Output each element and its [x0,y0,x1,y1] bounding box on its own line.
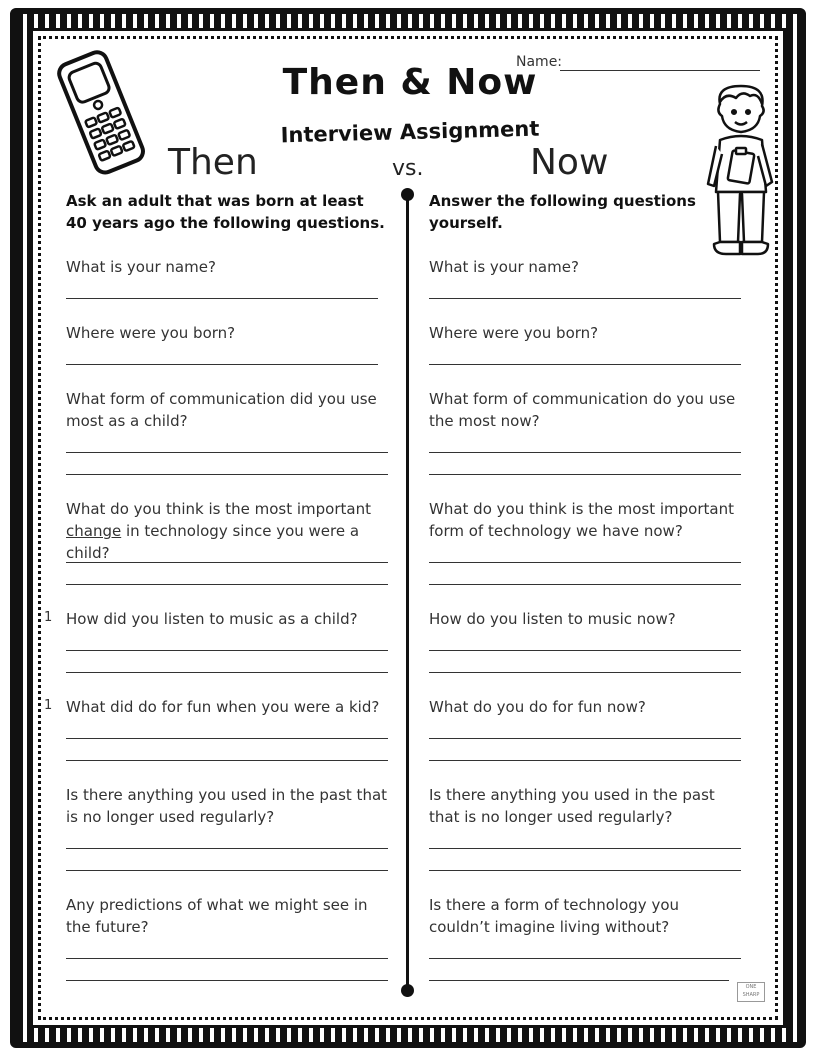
now-instructions: Answer the following questions yourself. [429,192,696,232]
then-answer-line-2[interactable] [66,364,378,365]
now-answer-line-4b[interactable] [429,584,741,585]
then-question-3: What form of communication did you use most as a child? [66,390,377,430]
now-answer-line-3b[interactable] [429,474,741,475]
then-answer-line-5a[interactable] [66,650,388,651]
now-answer-line-6a[interactable] [429,738,741,739]
then-answer-line-3b[interactable] [66,474,388,475]
now-answer-line-6b[interactable] [429,760,741,761]
divider-bottom-dot [401,984,414,997]
vs-heading: vs. [392,156,424,181]
then-answer-line-6a[interactable] [66,738,388,739]
cell-phone-icon [52,48,152,176]
column-divider [406,194,409,992]
name-label: Name: [516,54,563,70]
now-answer-line-4a[interactable] [429,562,741,563]
then-question-4 [66,498,394,564]
now-answer-line-5a[interactable] [429,650,741,651]
now-answer-line-1[interactable] [429,298,741,299]
then-answer-line-8a[interactable] [66,958,388,959]
then-answer-line-4a[interactable] [66,562,388,563]
now-question-4: What do you think is the most important form of technology we have now? [429,500,734,540]
page-title: Then & Now [282,62,538,103]
now-answer-line-3a[interactable] [429,452,741,453]
now-question-8: Is there a form of technology you couldn’t imagine living without? [429,896,680,936]
then-answer-line-4b[interactable] [66,584,388,585]
then-answer-line-3a[interactable] [66,452,388,453]
question-number-6: 1 [44,698,53,713]
now-answer-line-8a[interactable] [429,958,741,959]
then-answer-line-7a[interactable] [66,848,388,849]
now-heading: Now [530,142,609,183]
then-question-4-emphasis: change [66,522,122,540]
kid-with-clipboard-icon [706,82,776,264]
then-question-5: How did you listen to music as a child? [66,610,358,628]
now-question-5: How do you listen to music now? [429,610,676,628]
now-question-3: What form of communication do you use the most now? [429,390,736,430]
publisher-logo: ONE SHARP [737,982,765,1002]
now-question-7: Is there anything you used in the past that is no longer used regularly? [429,786,715,826]
now-answer-line-7a[interactable] [429,848,741,849]
name-line [560,70,760,71]
question-number-5: 1 [44,610,53,625]
divider-top-dot [401,188,414,201]
then-question-4-rest: in technology since you were a child? [66,522,360,562]
now-question-1: What is your name? [429,258,579,276]
then-question-2: Where were you born? [66,324,236,342]
then-answer-line-7b[interactable] [66,870,388,871]
now-answer-line-7b[interactable] [429,870,741,871]
then-question-8: Any predictions of what we might see in the future? [66,896,368,936]
then-question-4-text: What do you think is the most important [66,500,371,518]
then-answer-line-8b[interactable] [66,980,388,981]
now-answer-line-2[interactable] [429,364,741,365]
now-question-6: What do you do for fun now? [429,698,646,716]
then-question-6: What did do for fun when you were a kid? [66,698,380,716]
then-heading: Then [168,142,258,183]
then-answer-line-6b[interactable] [66,760,388,761]
now-question-2: Where were you born? [429,324,599,342]
page-subtitle: Interview Assignment [280,116,540,148]
now-answer-line-8b[interactable] [429,980,729,981]
now-answer-line-5b[interactable] [429,672,741,673]
then-answer-line-5b[interactable] [66,672,388,673]
then-answer-line-1[interactable] [66,298,378,299]
then-question-7: Is there anything you used in the past that is no longer used regularly? [66,786,388,826]
then-question-1: What is your name? [66,258,216,276]
then-instructions: Ask an adult that was born at least 40 years ago the following questions. [66,192,385,232]
